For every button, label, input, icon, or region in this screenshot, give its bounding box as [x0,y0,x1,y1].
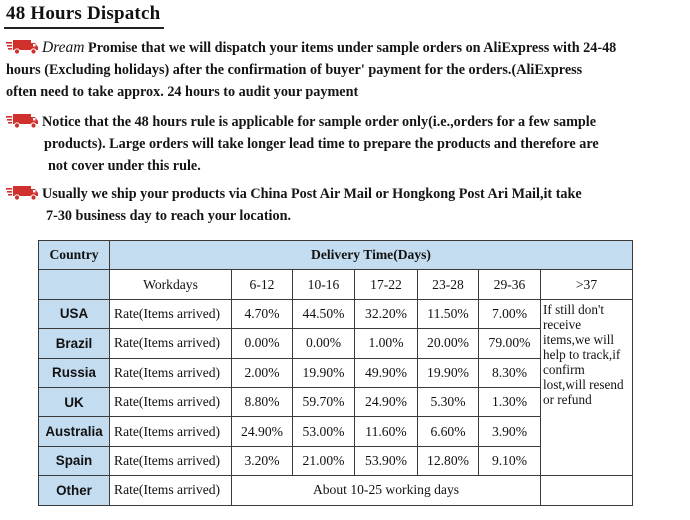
rate-value: 21.00% [293,446,355,475]
country-cell: USA [39,299,110,328]
p2-line1: Notice that the 48 hours rule is applicable for sample order only(i.e.,orders for a few sample [42,114,597,130]
p1-line1: Promise that we will dispatch your items under sample orders on AliExpress with 24-48 [84,40,617,56]
rate-value: 8.30% [479,358,541,387]
rate-label: Rate(Items arrived) [110,387,232,416]
country-cell: Other [39,476,110,505]
rate-value: 4.70% [232,299,293,328]
range-cell: 17-22 [355,270,418,299]
p3-line1: Usually we ship your products via China Post Air Mail or Hongkong Post Ari Mail,it take [42,186,582,202]
rate-value: 2.00% [232,358,293,387]
rate-value: 8.80% [232,387,293,416]
shipping-method-paragraph [6,183,690,227]
rate-value: 7.00% [479,299,541,328]
rate-label: Rate(Items arrived) [110,299,232,328]
truck-icon [6,112,39,129]
rate-value: 5.30% [418,387,479,416]
p3-line2: 7-30 business day to reach your location. [46,208,292,224]
country-cell: UK [39,387,110,416]
country-header: Country [39,241,110,270]
blank-header-cell [39,270,110,299]
tracking-note: If still don't receive items,we will help to track,if confirm lost,will resend or refund [541,299,633,475]
other-delivery-text: About 10-25 working days [232,476,541,505]
range-cell: 23-28 [418,270,479,299]
dispatch-promise-paragraph [6,37,690,103]
country-cell: Spain [39,446,110,475]
rate-value: 3.90% [479,417,541,446]
p2-line2: products). Large orders will take longer lead time to prepare the products and therefore are [44,136,599,152]
rate-value: 49.90% [355,358,418,387]
blank-cell [541,476,633,505]
country-cell: Russia [39,358,110,387]
rate-value: 1.30% [479,387,541,416]
rate-value: 24.90% [232,417,293,446]
rate-value: 19.90% [418,358,479,387]
table-row-other [39,476,633,505]
table-row [39,299,633,328]
table-header-row [39,241,633,270]
truck-icon [6,38,39,55]
rate-value: 6.60% [418,417,479,446]
rate-value: 12.80% [418,446,479,475]
p2-line3: not cover under this rule. [48,158,201,174]
rate-value: 53.00% [293,417,355,446]
rate-value: 11.50% [418,299,479,328]
range-cell: 10-16 [293,270,355,299]
rate-value: 53.90% [355,446,418,475]
p1-line2: hours (Excluding holidays) after the confirmation of buyer' payment for the orders.(AliExpress [6,62,583,78]
rate-value: 1.00% [355,329,418,358]
sample-order-notice-paragraph [6,111,690,177]
delivery-time-header: Delivery Time(Days) [110,241,633,270]
rate-value: 3.20% [232,446,293,475]
workdays-row [39,270,633,299]
country-cell: Australia [39,417,110,446]
title-underline [4,27,164,29]
rate-label: Rate(Items arrived) [110,329,232,358]
workdays-label: Workdays [110,270,232,299]
dream-lead-word: Dream [42,39,85,56]
range-cell: 6-12 [232,270,293,299]
rate-label: Rate(Items arrived) [110,446,232,475]
rate-value: 44.50% [293,299,355,328]
rate-value: 0.00% [293,329,355,358]
page-title: 48 Hours Dispatch [6,3,161,24]
rate-value: 0.00% [232,329,293,358]
delivery-time-table [38,240,633,506]
rate-value: 11.60% [355,417,418,446]
p1-line3: often need to take approx. 24 hours to audit your payment [6,84,359,100]
rate-value: 20.00% [418,329,479,358]
rate-value: 79.00% [479,329,541,358]
rate-value: 24.90% [355,387,418,416]
range-cell: 29-36 [479,270,541,299]
rate-label: Rate(Items arrived) [110,476,232,505]
rate-value: 59.70% [293,387,355,416]
rate-label: Rate(Items arrived) [110,417,232,446]
rate-value: 32.20% [355,299,418,328]
rate-value: 19.90% [293,358,355,387]
rate-label: Rate(Items arrived) [110,358,232,387]
range-cell: >37 [541,270,633,299]
rate-value: 9.10% [479,446,541,475]
truck-icon [6,184,39,201]
country-cell: Brazil [39,329,110,358]
